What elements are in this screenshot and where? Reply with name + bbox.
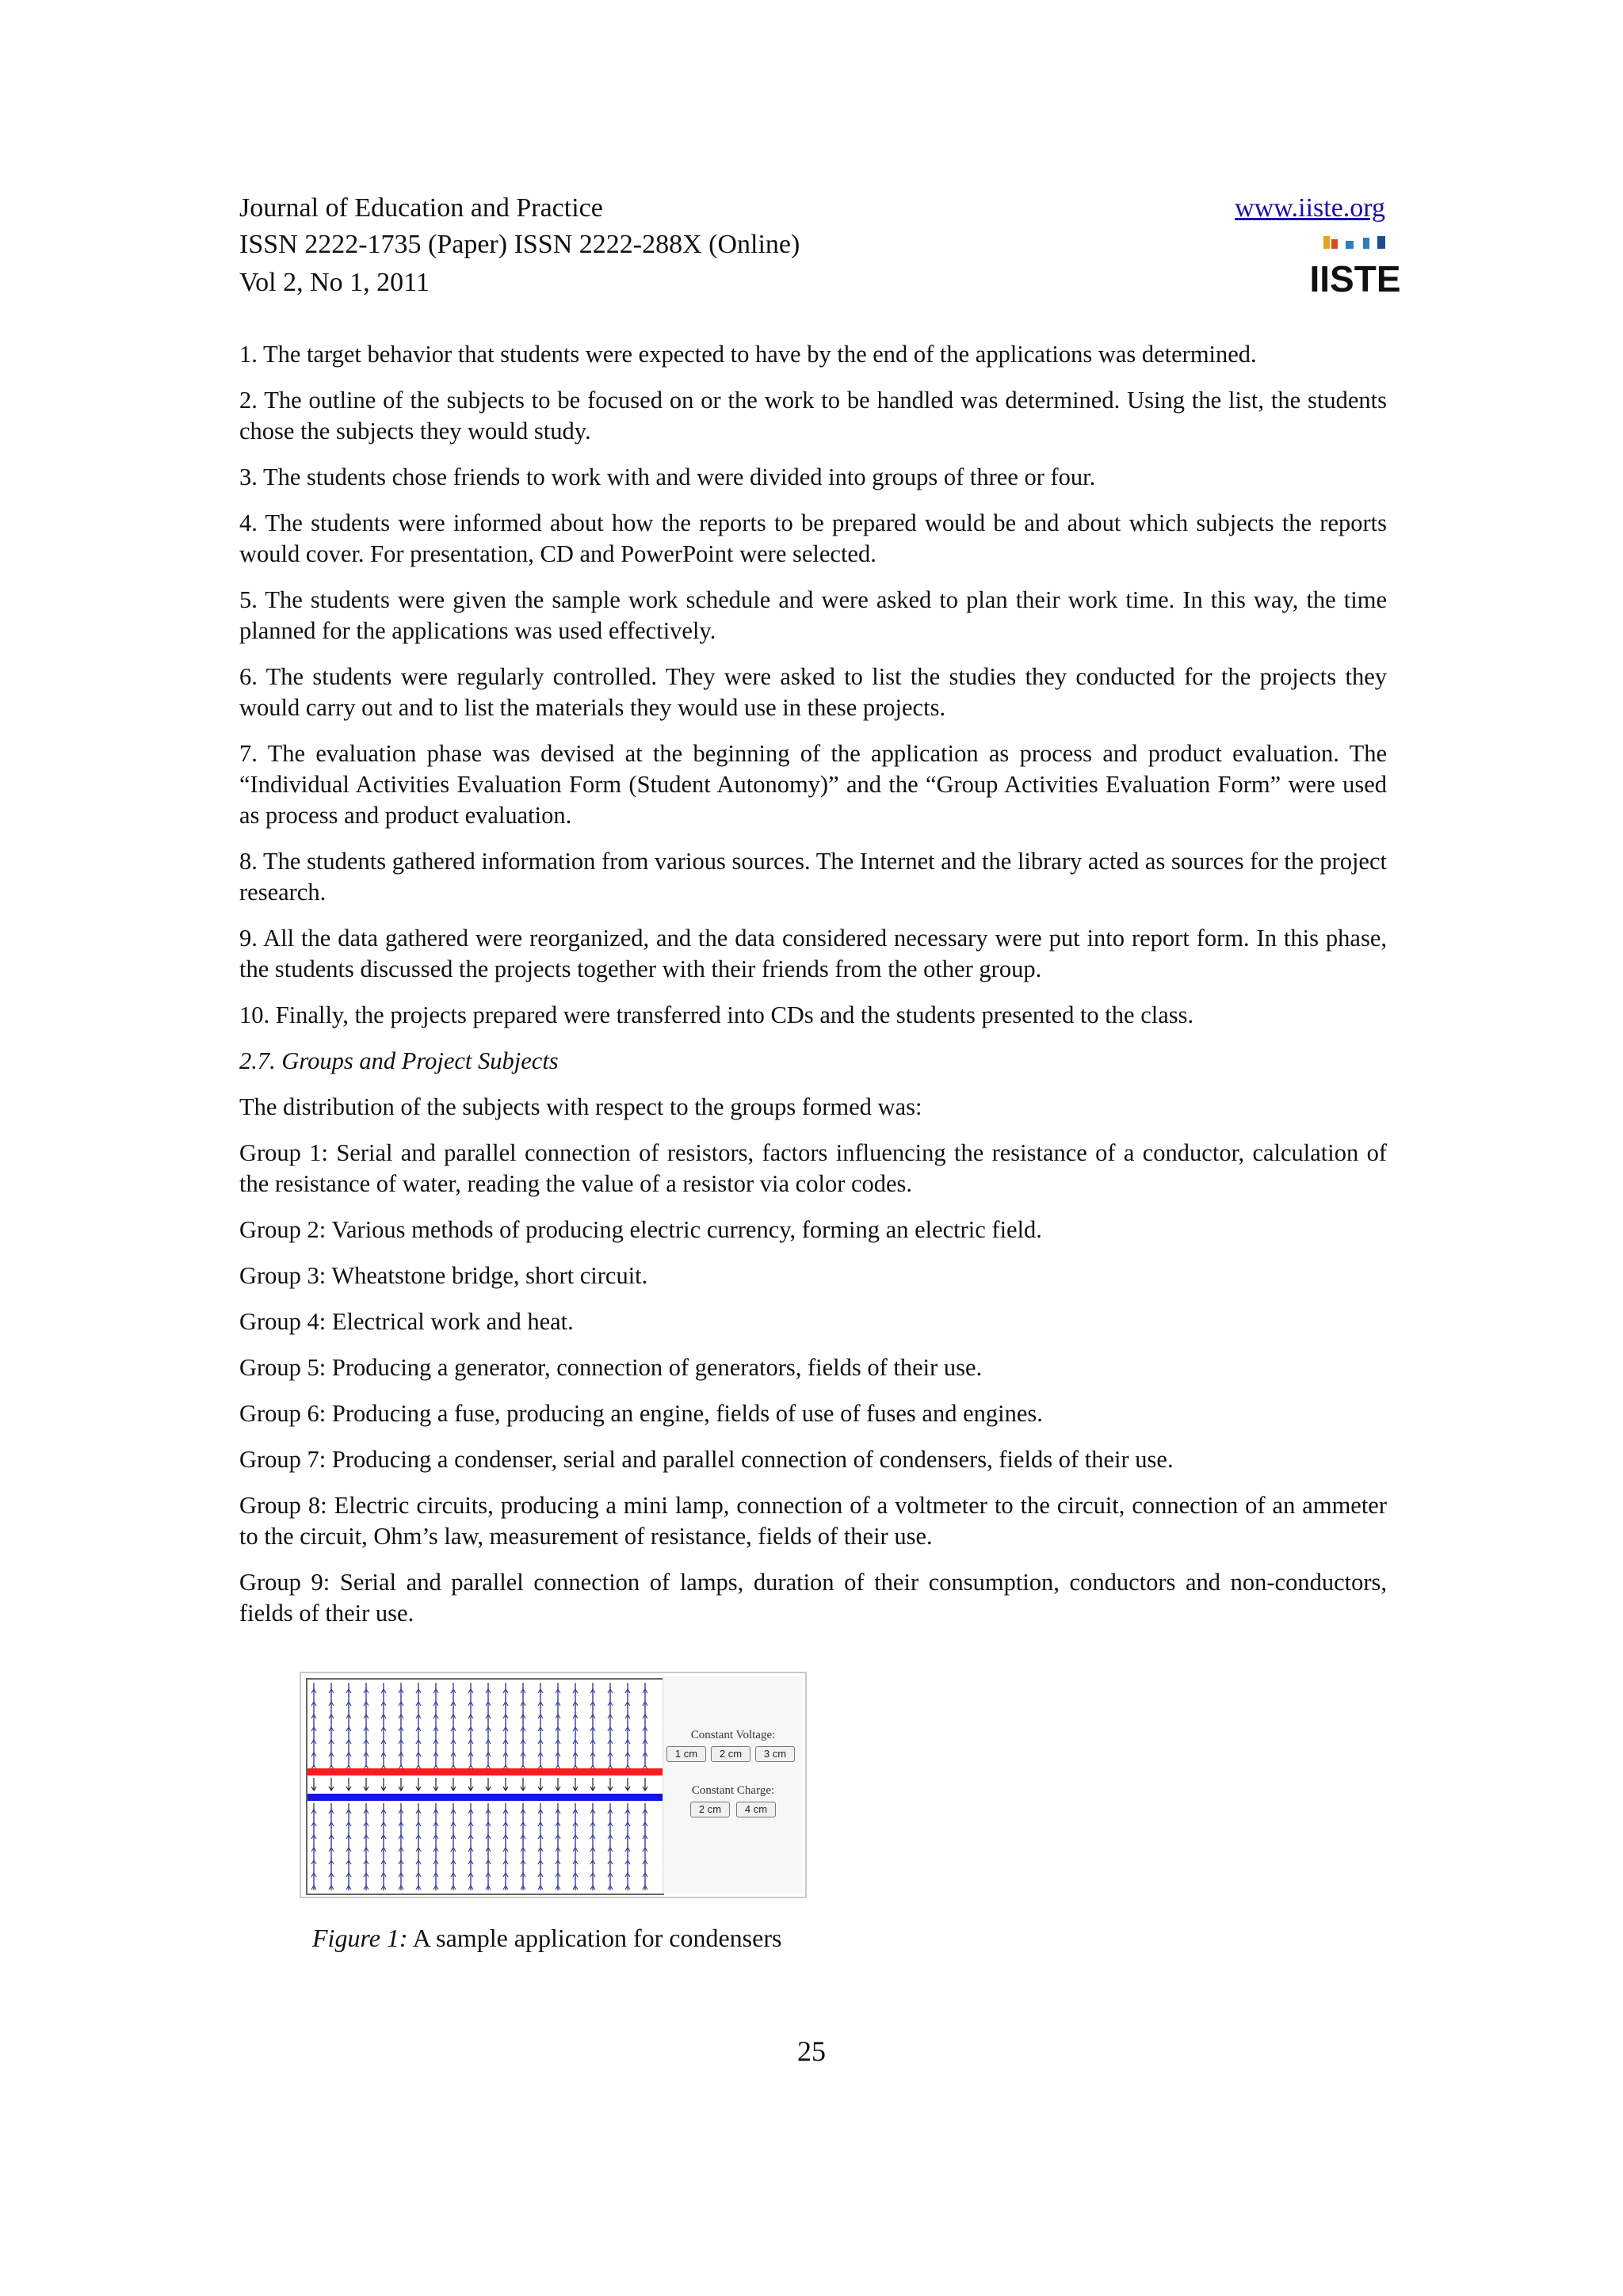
step-7: 7. The evaluation phase was devised at the beginning of the application as process and product evaluation. The “Individual Activities Evaluation Form (Student Autonomy)” and the “Group Activities Evaluation Form” were used as process and product evaluation.: [239, 740, 1387, 829]
constant-voltage-label: Constant Voltage:: [690, 1729, 776, 1741]
field-arrow-between: [625, 1778, 630, 1791]
field-arrows-svg: [307, 1680, 663, 1894]
svg-text:IISTE: IISTE: [1309, 258, 1401, 299]
field-arrow-between: [381, 1778, 386, 1791]
website-link[interactable]: www.iiste.org: [1235, 193, 1385, 223]
step-4: 4. The students were informed about how the reports to be prepared would be and about which subjects the reports would cover. For presentation, CD and PowerPoint were selected.: [239, 509, 1387, 567]
field-arrow-between: [451, 1778, 456, 1791]
group-4: Group 4: Electrical work and heat.: [239, 1308, 574, 1335]
field-arrow-between: [608, 1778, 613, 1791]
field-plot: [306, 1678, 664, 1895]
figure-caption: [312, 1922, 781, 1954]
group-5: Group 5: Producing a generator, connection of generators, fields of their use.: [239, 1354, 983, 1381]
field-arrow-between: [573, 1778, 578, 1791]
page-number: 25: [797, 2035, 826, 2067]
voltage-1cm-button[interactable]: 1 cm: [666, 1746, 706, 1762]
step-6: 6. The students were regularly controlled. They were asked to list the studies they conducted for the projects they would carry out and to list the materials they would use in these projects.: [239, 663, 1387, 721]
field-arrow-between: [311, 1778, 316, 1791]
field-arrow-between: [503, 1778, 508, 1791]
step-8: 8. The students gathered information from various sources. The Internet and the library acted as sources for the project research.: [239, 848, 1387, 906]
iiste-logo: [1309, 235, 1401, 299]
field-arrow-between: [433, 1778, 438, 1791]
volume-line: Vol 2, No 1, 2011: [239, 268, 430, 297]
charge-2cm-button[interactable]: 2 cm: [690, 1802, 730, 1817]
step-10: 10. Finally, the projects prepared were transferred into CDs and the students presented to the class.: [239, 1001, 1194, 1028]
voltage-2cm-button[interactable]: 2 cm: [711, 1746, 750, 1762]
body-text: [239, 339, 1387, 1644]
field-arrow-between: [416, 1778, 421, 1791]
group-3: Group 3: Wheatstone bridge, short circuit.: [239, 1262, 648, 1289]
group-6: Group 6: Producing a fuse, producing an engine, fields of use of fuses and engines.: [239, 1400, 1043, 1427]
issn-line: ISSN 2222-1735 (Paper) ISSN 2222-288X (Online): [239, 230, 800, 259]
charge-4cm-button[interactable]: 4 cm: [736, 1802, 776, 1817]
figure-condenser-app: [300, 1672, 807, 1898]
step-2: 2. The outline of the subjects to be focused on or the work to be handled was determined. Using the list, the students chose the subjects they would study.: [239, 387, 1387, 444]
group-7: Group 7: Producing a condenser, serial and parallel connection of condensers, fields of their use.: [239, 1446, 1174, 1473]
caption-text: A sample application for condensers: [407, 1924, 782, 1952]
field-arrow-between: [346, 1778, 351, 1791]
group-9: Group 9: Serial and parallel connection of lamps, duration of their consumption, conductors and non-conductors, fields of their use.: [239, 1569, 1387, 1627]
caption-lead: Figure 1:: [312, 1924, 408, 1952]
field-arrow-between: [538, 1778, 543, 1791]
step-1: 1. The target behavior that students were expected to have by the end of the applications was determined.: [239, 341, 1257, 368]
group-2: Group 2: Various methods of producing electric currency, forming an electric field.: [239, 1216, 1042, 1243]
field-arrow-between: [329, 1778, 334, 1791]
field-arrow-between: [521, 1778, 525, 1791]
constant-charge-label: Constant Charge:: [691, 1784, 775, 1797]
group-8: Group 8: Electric circuits, producing a mini lamp, connection of a voltmeter to the circuit, connection of an ammeter to the circuit, Ohm’s law, measurement of resistance, fields of their use.: [239, 1492, 1387, 1550]
group-1: Group 1: Serial and parallel connection of resistors, factors influencing the resistance of a conductor, calculation of the resistance of water, reading the value of a resistor via color codes.: [239, 1139, 1387, 1197]
field-arrow-between: [590, 1778, 595, 1791]
field-arrow-between: [399, 1778, 403, 1791]
field-arrow-between: [556, 1778, 560, 1791]
negative-plate: [307, 1794, 663, 1801]
field-arrow-between: [486, 1778, 491, 1791]
step-9: 9. All the data gathered were reorganized, and the data considered necessary were put into report form. In this phase, the students discussed the projects together with their friends from the other group.: [239, 925, 1387, 982]
field-arrow-between: [643, 1778, 647, 1791]
section-intro: The distribution of the subjects with respect to the groups formed was:: [239, 1093, 922, 1120]
step-5: 5. The students were given the sample work schedule and were asked to plan their work time. In this way, the time planned for the applications was used effectively.: [239, 586, 1387, 644]
control-panel: [663, 1676, 803, 1894]
voltage-3cm-button[interactable]: 3 cm: [755, 1746, 795, 1762]
journal-title: Journal of Education and Practice: [239, 193, 603, 223]
field-arrow-between: [364, 1778, 369, 1791]
step-3: 3. The students chose friends to work with and were divided into groups of three or four.: [239, 463, 1096, 490]
positive-plate: [307, 1768, 663, 1775]
section-heading: 2.7. Groups and Project Subjects: [239, 1047, 559, 1074]
field-arrow-between: [468, 1778, 473, 1791]
